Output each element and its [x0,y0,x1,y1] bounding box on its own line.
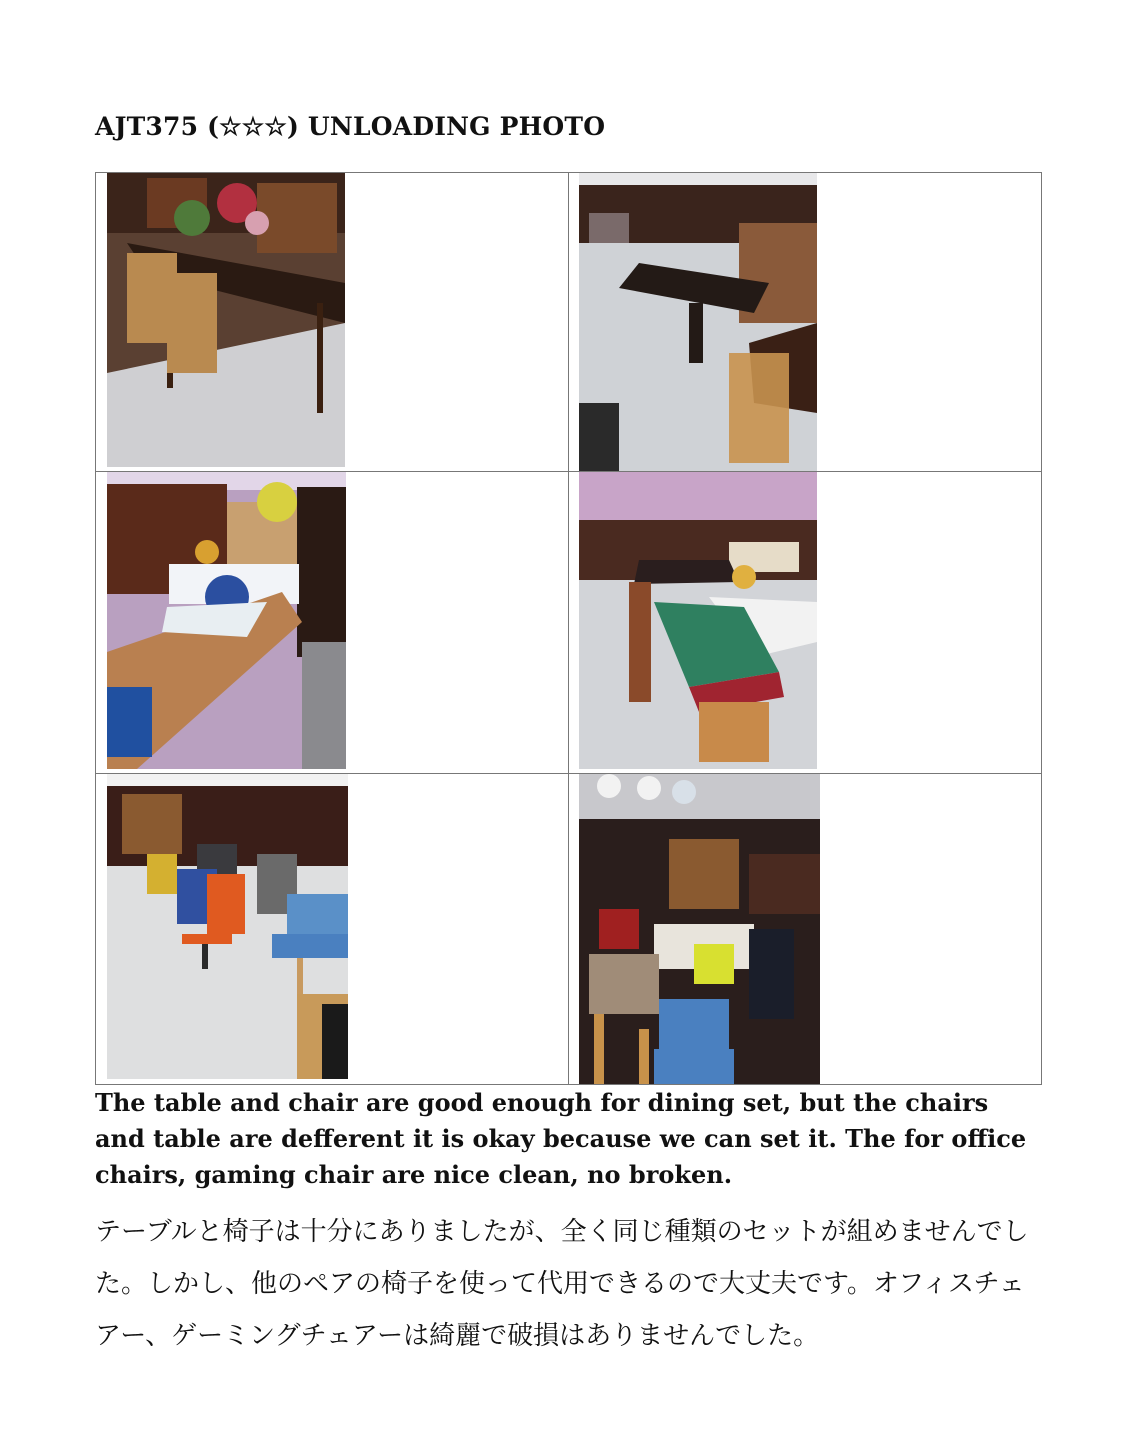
photo-dark-dining-table-showroom [579,173,817,471]
photo-cell [569,173,1042,472]
japanese-caption: テーブルと椅子は十分にありましたが、全く同じ種類のセットが組めませんでした。しかし、他のペアの椅子を使って代用できるので大丈夫です。オフィスチェアー、ゲーミングチェアーは綺麗で破損はありませんでした。 [95,1217,1029,1351]
photo-office-chairs [107,774,348,1079]
photo-cell [96,173,569,472]
photo-stacked-chairs-and-gaming-chairs [579,774,820,1084]
photo-dining-table-with-chairs [107,173,345,467]
photo-cell [96,774,569,1085]
english-caption: The table and chair are good enough for dining set, but the chairs and table are defferent it is okay because we can set it. The for office chairs, gaming chair are nice clean, no broken. [95,1088,1027,1189]
photo-cell [569,774,1042,1085]
photo-grid [95,172,1042,1085]
photo-cell [96,472,569,774]
photo-cell [569,472,1042,774]
photo-wooden-desk-with-vase [107,472,346,769]
photo-tiled-table-and-white-table [579,472,817,769]
document-title: AJT375 (☆☆☆) UNLOADING PHOTO [95,112,606,141]
